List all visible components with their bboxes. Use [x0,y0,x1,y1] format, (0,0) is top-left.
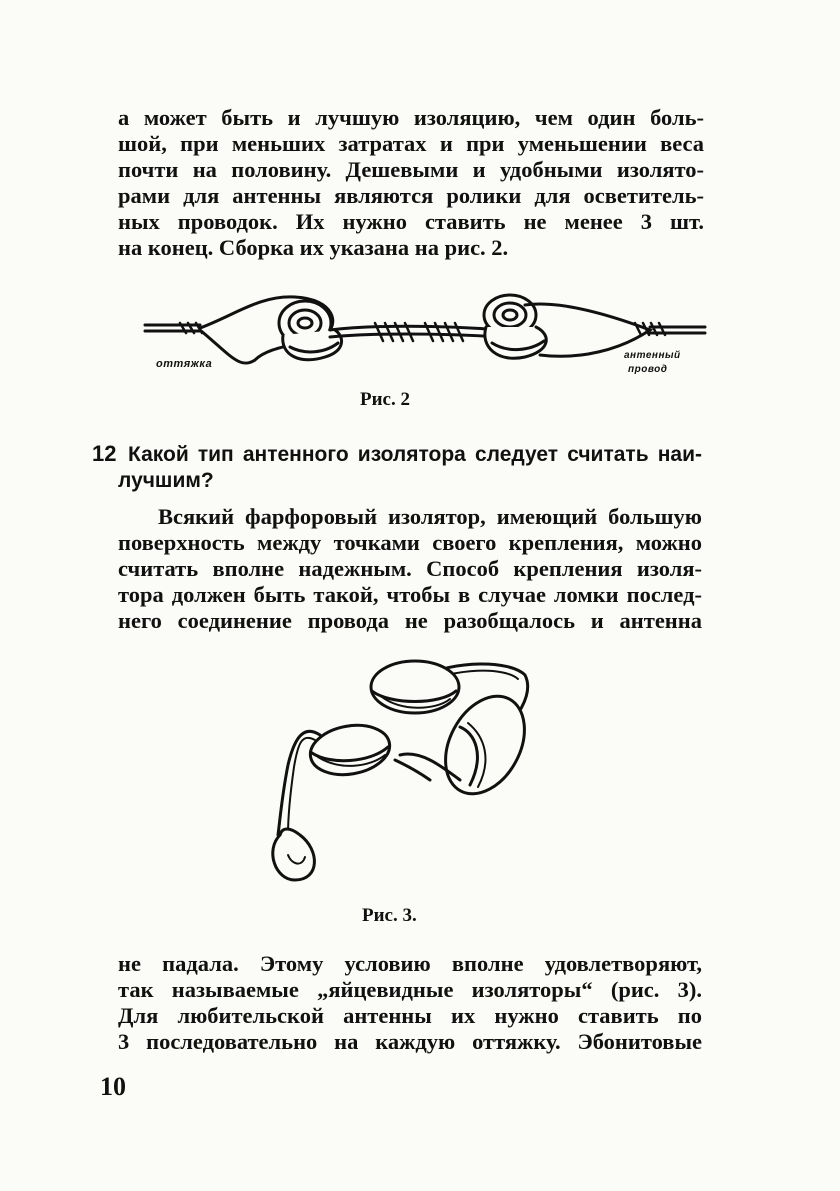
paragraph-line: 3 последовательно на каждую оттяжку. Эбонитовые [118,1029,702,1054]
page-number: 10 [100,1072,126,1101]
figure-2-label-wire: провод [628,364,668,375]
figure-2-caption: Рис. 2 [360,389,410,410]
figure-2-label-antenna: антенный [624,350,681,361]
paragraph-line: на конец. Сборка их указана на рис. 2. [118,235,509,260]
paragraph-line: него соединение провода не разобщалось и антенна [118,608,702,633]
paragraph-line: почти на половину. Дешевыми и удобными изолято- [118,157,704,182]
paragraph-line: рами для антенны являются ролики для осветитель- [118,183,704,208]
section-heading-line: лучшим? [118,469,214,492]
paragraph-line: ных проводок. Их нужно ставить не менее 3 шт. [118,209,704,234]
paragraph-line: считать вполне надежным. Способ крепления изоля- [118,556,702,581]
figure-3-egg-insulators [270,655,540,895]
paragraph-line: Для любительской антенны их нужно ставить по [118,1003,702,1028]
paragraph-line: а может быть и лучшую изоляцию, чем один боль- [118,105,704,130]
paragraph-line: не падала. Этому условию вполне удовлетворяют, [118,951,702,976]
paragraph-line: тора должен быть такой, чтобы в случае ломки послед- [118,582,702,607]
figure-3-caption: Рис. 3. [362,905,417,926]
section-heading-line: Какой тип антенного изолятора следует считать наи- [128,443,702,466]
paragraph-line: шой, при меньших затратах и при уменьшении веса [118,131,704,156]
figure-2-roller-insulators [140,285,710,385]
paragraph-line: поверхность между точками своего крепления, можно [118,530,702,555]
section-number: 12 [92,441,117,466]
paragraph-line: Всякий фарфоровый изолятор, имеющий большую [158,504,702,529]
paragraph-line: так называемые „яйцевидные изоляторы“ (рис. 3). [118,977,702,1002]
figure-2-label-guy: оттяжка [156,358,213,370]
